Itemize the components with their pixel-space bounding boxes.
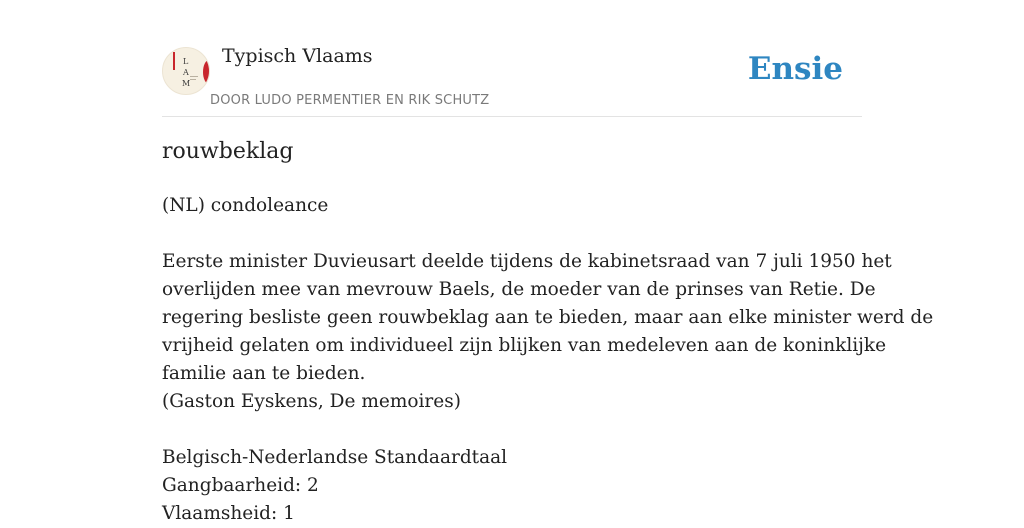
quote-line: vrijheid gelaten om individueel zijn blijken van medeleven aan de koninklijke (162, 335, 887, 356)
logo-red-accent (203, 60, 210, 84)
vlaamsheid-rating: Vlaamsheid: 1 (162, 503, 295, 524)
ensie-logo-link[interactable]: Ensie (747, 51, 843, 87)
gangbaarheid-rating: Gangbaarheid: 2 (162, 475, 319, 496)
quote-line: regering besliste geen rouwbeklag aan te bieden, maar aan elke minister werd de (162, 307, 934, 328)
logo-mark (190, 79, 196, 80)
site-title[interactable]: Typisch Vlaams (222, 45, 373, 67)
authors-byline: DOOR LUDO PERMENTIER EN RIK SCHUTZ (210, 93, 490, 108)
logo-letter: A (183, 68, 189, 77)
paragraph-gap (162, 416, 862, 444)
translation: (NL) condoleance (162, 195, 329, 216)
quote-line: Eerste minister Duvieusart deelde tijdens de kabinetsraad van 7 juli 1950 het (162, 251, 892, 272)
entry-headword: rouwbeklag (162, 139, 294, 164)
header (162, 0, 862, 117)
category-label: Belgisch-Nederlandse Standaardtaal (162, 447, 508, 468)
logo-letter: L (183, 57, 189, 66)
book-cover-logo[interactable] (162, 47, 210, 95)
quote-line: familie aan te bieden. (162, 363, 366, 384)
logo-mark (190, 76, 198, 77)
logo-red-stripe (173, 52, 175, 70)
entry-body (162, 192, 934, 528)
quote-line: overlijden mee van mevrouw Baels, de moeder van de prinses van Retie. De (162, 279, 876, 300)
logo-letter: M (182, 79, 191, 88)
paragraph-gap (162, 220, 862, 248)
page (162, 0, 934, 524)
quote-source: (Gaston Eyskens, De memoires) (162, 391, 461, 412)
